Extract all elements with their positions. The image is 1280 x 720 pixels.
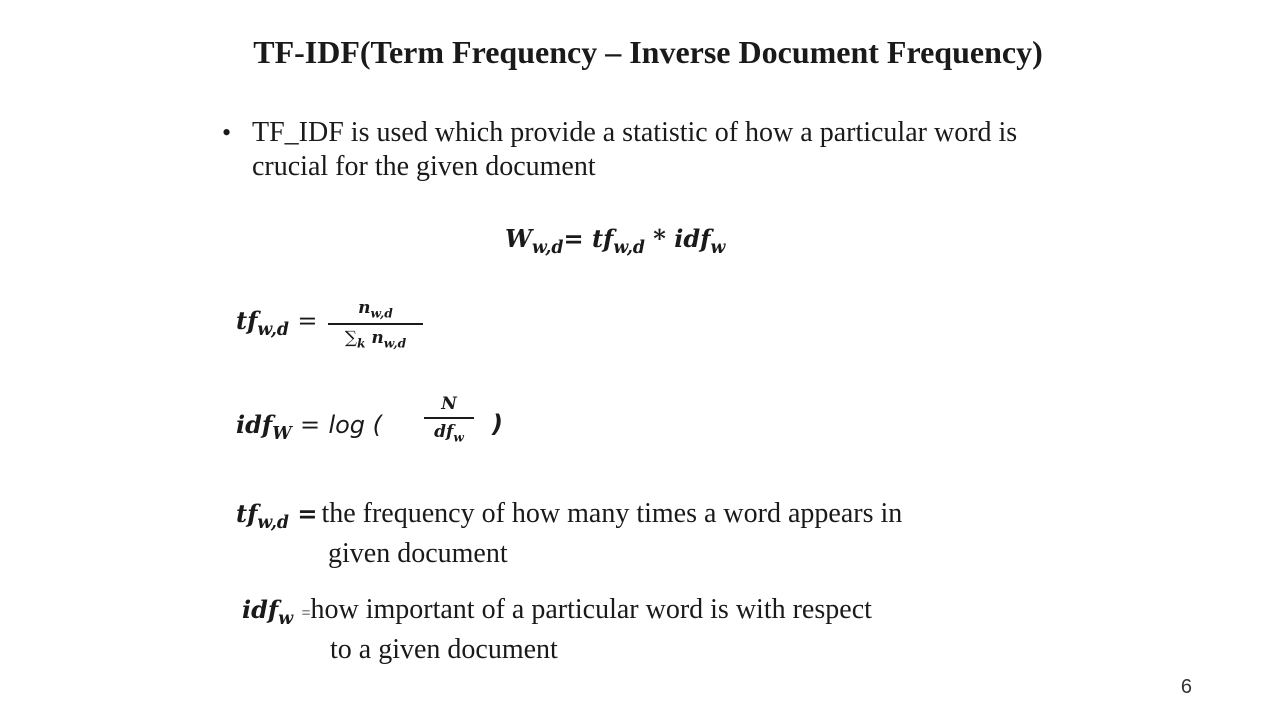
tf-den-sub: w,d <box>383 336 407 351</box>
idf-def-lhs <box>236 410 382 444</box>
idf-symbol <box>242 595 311 630</box>
main-eq-tf-sub: w,d <box>613 238 645 259</box>
main-eq-op: * <box>653 224 666 253</box>
log-open: log ( <box>328 411 383 439</box>
idf-den-sub: w <box>453 430 464 445</box>
main-eq-idf-sub: w <box>710 238 726 259</box>
idf-symbol-sub: w <box>278 609 294 630</box>
idf-den-df: df <box>434 422 454 442</box>
tf-def-sub: w,d <box>257 320 289 341</box>
bullet-marker: • <box>222 118 232 147</box>
idf-def-equals: = <box>299 411 321 439</box>
tf-def-lhs <box>236 306 317 340</box>
tf-symbol-text: tf <box>236 499 258 528</box>
sum-sub: k <box>357 336 366 351</box>
tf-def-symbol: tf <box>236 306 258 335</box>
idf-fraction <box>424 394 474 444</box>
bullet-text: TF_IDF is used which provide a statistic of how a particular word is crucial for the given document <box>252 117 1018 182</box>
main-eq-lhs: W <box>505 224 532 253</box>
tf-den-n: n <box>371 328 384 349</box>
slide-title: TF-IDF(Term Frequency – Inverse Document Frequency) <box>253 34 1043 70</box>
tf-symbol-sub: w,d <box>257 513 289 534</box>
idf-fraction-numerator: N <box>441 394 457 414</box>
idf-fraction-bar <box>424 417 474 419</box>
tf-fraction-denominator <box>328 328 423 350</box>
page-number: 6 <box>1180 676 1192 698</box>
tf-definition-text-line2: given document <box>328 538 508 569</box>
tf-num-sub: w,d <box>370 306 393 321</box>
idf-symbol-equals: = <box>301 605 311 622</box>
idf-definition-text-line2: to a given document <box>330 634 558 665</box>
main-eq-lhs-sub: w,d <box>531 238 564 259</box>
idf-def-sub: W <box>272 424 292 445</box>
tf-fraction <box>328 298 423 351</box>
tf-symbol-equals: = <box>297 499 318 528</box>
idf-fraction-denominator <box>424 422 474 444</box>
idf-symbol-text: idf <box>242 595 279 624</box>
main-eq-tf: tf <box>591 224 614 253</box>
tf-num-n: n <box>358 298 371 318</box>
main-eq-idf: idf <box>674 224 711 253</box>
tf-fraction-numerator <box>328 298 423 320</box>
main-eq-equals: = <box>563 224 584 253</box>
idf-definition <box>242 594 1062 629</box>
tf-fraction-bar <box>328 323 423 325</box>
sum-symbol: ∑ <box>344 328 357 349</box>
idf-definition-text: how important of a particular word is with respect <box>310 594 872 625</box>
log-close: ) <box>492 410 503 438</box>
idf-def-symbol: idf <box>236 410 273 439</box>
tf-definition-text: the frequency of how many times a word appears in <box>321 498 903 529</box>
tf-symbol <box>236 499 318 534</box>
tf-def-equals: = <box>297 307 318 335</box>
tf-definition <box>236 498 1056 533</box>
main-equation <box>505 224 725 258</box>
